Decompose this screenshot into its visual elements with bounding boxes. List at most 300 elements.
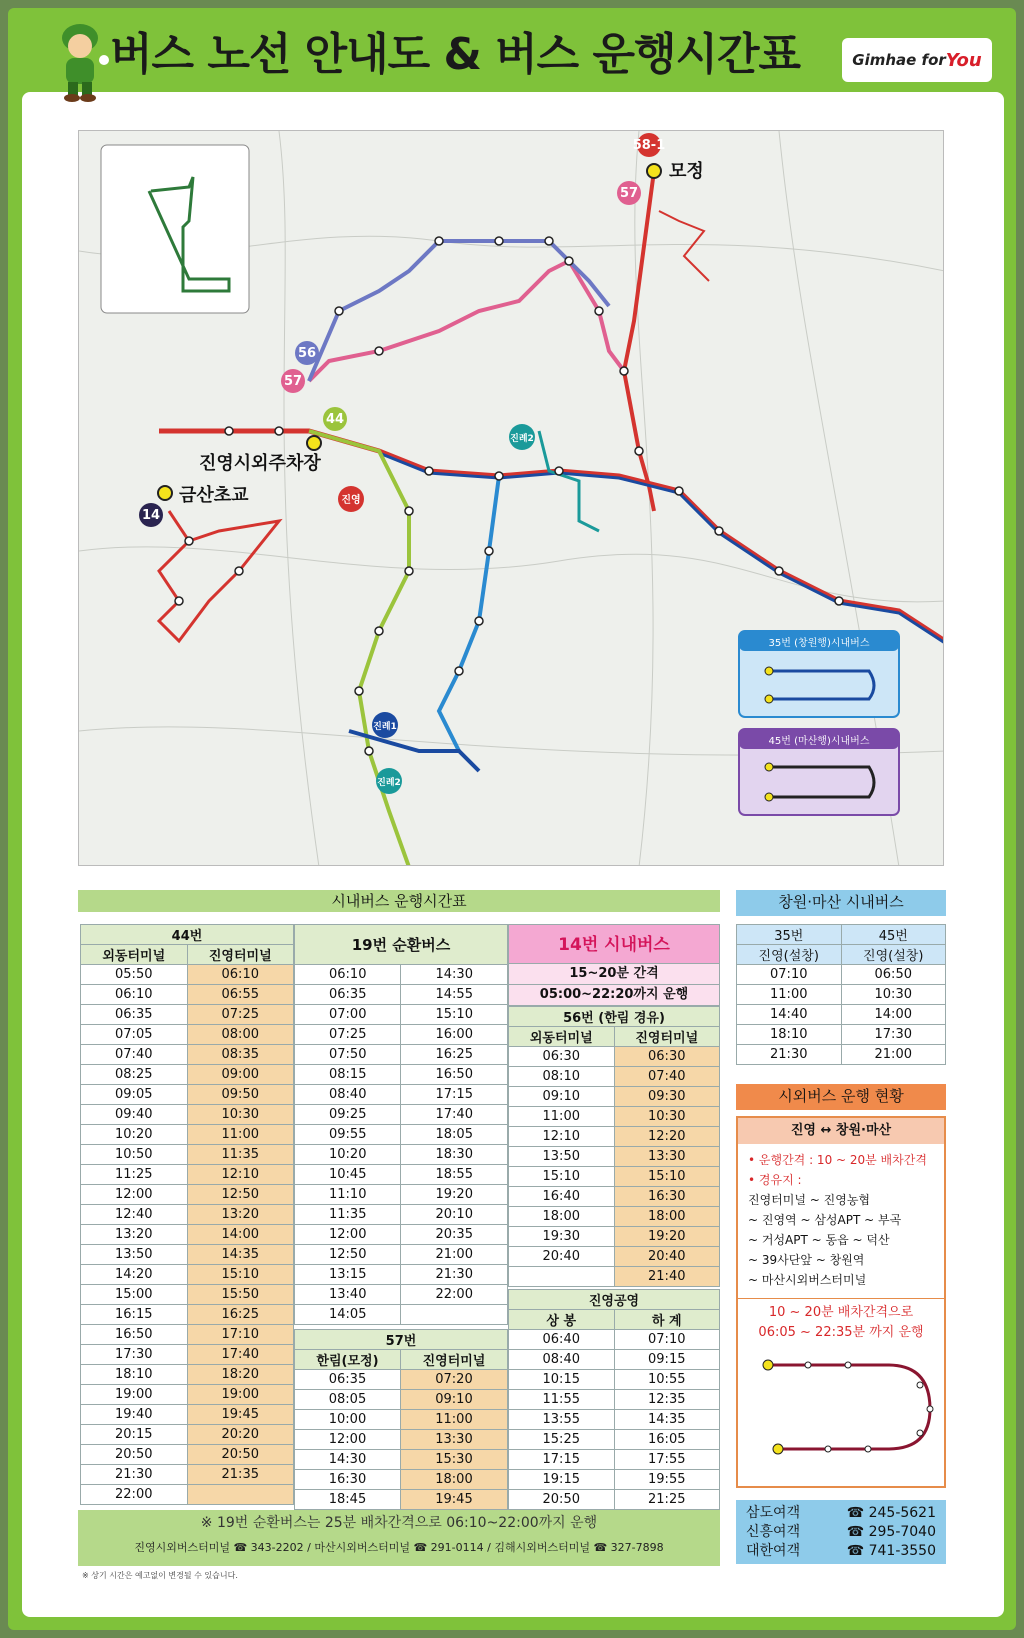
t44-row [81, 1185, 294, 1205]
t44-cell: 19:45 [187, 1405, 294, 1425]
t56-cell: 18:00 [509, 1207, 615, 1227]
t19-cell: 10:20 [295, 1145, 401, 1165]
intercity-via-3: ~ 39사단앞 ~ 창원역 [748, 1253, 865, 1267]
t44-cell: 10:20 [81, 1125, 188, 1145]
t19-body [295, 965, 508, 1325]
t44-cell: 06:10 [81, 985, 188, 1005]
t44-cell: 13:20 [81, 1225, 188, 1245]
tcm-body [737, 965, 946, 1065]
tjy-cell: 10:55 [614, 1370, 720, 1390]
t44-cell: 14:00 [187, 1225, 294, 1245]
t19-row [295, 1245, 508, 1265]
t44-row [81, 1105, 294, 1125]
t57-row [295, 1410, 508, 1430]
t44-cell: 20:20 [187, 1425, 294, 1445]
t57-title: 57번 [295, 1330, 508, 1350]
tjy-cell: 16:05 [614, 1430, 720, 1450]
intercity-op-1: 10 ~ 20분 배차간격으로 [768, 1305, 914, 1320]
t44-cell [187, 1485, 294, 1505]
t57-cell: 19:45 [400, 1490, 507, 1510]
t44-cell: 15:00 [81, 1285, 188, 1305]
t44-row [81, 1085, 294, 1105]
t19-cell: 14:30 [401, 965, 508, 985]
t19-cell: 21:00 [401, 1245, 508, 1265]
timetable-44 [80, 924, 294, 1505]
t56-row [509, 1107, 720, 1127]
tcm-cell: 18:10 [737, 1025, 842, 1045]
label-jinyeong-terminal: 진영시외주차장 [199, 453, 321, 474]
t19-cell: 08:15 [295, 1065, 401, 1085]
t44-cell: 18:20 [187, 1365, 294, 1385]
t57-cell: 16:30 [295, 1470, 401, 1490]
tcm-row [737, 965, 946, 985]
tcm-row [737, 1045, 946, 1065]
tjy-cell: 11:55 [509, 1390, 615, 1410]
t56-cell: 08:10 [509, 1067, 615, 1087]
changwon-masan-header: 창원·마산 시내버스 [736, 890, 946, 916]
t44-cell: 21:35 [187, 1465, 294, 1485]
taxi-phone-box [736, 1500, 946, 1564]
tjy-cell: 08:40 [509, 1350, 615, 1370]
t44-cell: 07:25 [187, 1005, 294, 1025]
t19-row [295, 1165, 508, 1185]
taxi-name-0: 삼도여객 [746, 1505, 801, 1521]
intercity-box [736, 1116, 946, 1488]
tjy-cell: 12:35 [614, 1390, 720, 1410]
t44-cell: 19:00 [81, 1385, 188, 1405]
t44-body [81, 965, 294, 1505]
t44-col1: 외동터미널 [81, 945, 188, 965]
t44-cell: 19:00 [187, 1385, 294, 1405]
tcm-cell: 11:00 [737, 985, 842, 1005]
t19-title: 19번 순환버스 [295, 925, 508, 965]
t56-cell: 16:30 [614, 1187, 720, 1207]
t44-row [81, 1045, 294, 1065]
badge-14-text: 14 [141, 508, 161, 523]
t56-row [509, 1267, 720, 1287]
t44-cell: 20:50 [187, 1445, 294, 1465]
t44-cell: 10:30 [187, 1105, 294, 1125]
t56-cell: 15:10 [614, 1167, 720, 1187]
t56-body [509, 1047, 720, 1287]
route-map-svg [79, 131, 944, 866]
footer-note-box [78, 1510, 720, 1566]
t19-cell: 16:50 [401, 1065, 508, 1085]
tjy-col1: 상 봉 [509, 1310, 615, 1330]
badge-jinrye2-bottom-text: 진례2 [377, 778, 401, 788]
mojeong-stop [647, 164, 661, 178]
t56-row [509, 1167, 720, 1187]
t56-cell: 07:40 [614, 1067, 720, 1087]
tjy-cell: 20:50 [509, 1490, 615, 1510]
t19-row [295, 1205, 508, 1225]
badge-57-left-text: 57 [283, 374, 303, 389]
t56-col1: 외동터미널 [509, 1027, 615, 1047]
t44-cell: 05:50 [81, 965, 188, 985]
route-57-line [309, 261, 624, 381]
t56-cell: 11:00 [509, 1107, 615, 1127]
t56-cell: 12:10 [509, 1127, 615, 1147]
t44-cell: 11:00 [187, 1125, 294, 1145]
t19-row [295, 1125, 508, 1145]
t56-row [509, 1087, 720, 1107]
tcm-col1-sub: 진영(설창) [737, 945, 842, 965]
badge-jinrye2-top-text: 진례2 [510, 434, 534, 444]
t44-row [81, 1245, 294, 1265]
t44-cell: 18:10 [81, 1365, 188, 1385]
tjy-row [509, 1450, 720, 1470]
intercity-interval: • 운행간격 : 10 ~ 20분 배차간격 [748, 1153, 927, 1167]
t56-cell [509, 1267, 615, 1287]
t56-row [509, 1127, 720, 1147]
route-14-loop [159, 511, 279, 641]
t56-cell: 20:40 [509, 1247, 615, 1267]
badge-58-1-text: 58-1 [632, 138, 666, 153]
t19-cell: 16:00 [401, 1025, 508, 1045]
t44-row [81, 1285, 294, 1305]
t56-cell: 20:40 [614, 1247, 720, 1267]
tjy-cell: 15:25 [509, 1430, 615, 1450]
taxi-name-2: 대한여객 [746, 1543, 801, 1559]
t19-cell: 09:25 [295, 1105, 401, 1125]
tcm-cell: 17:30 [841, 1025, 946, 1045]
t44-row [81, 1065, 294, 1085]
t44-row [81, 1025, 294, 1045]
t44-row [81, 1265, 294, 1285]
t19-cell: 17:40 [401, 1105, 508, 1125]
t19-cell: 07:25 [295, 1025, 401, 1045]
t19-cell: 18:30 [401, 1145, 508, 1165]
intercity-op-2: 06:05 ~ 22:35분 까지 운행 [758, 1325, 924, 1340]
tcm-cell: 21:00 [841, 1045, 946, 1065]
tjy-cell: 09:15 [614, 1350, 720, 1370]
taxi-row-0 [746, 1504, 936, 1523]
t19-cell: 17:15 [401, 1085, 508, 1105]
t19-cell: 20:35 [401, 1225, 508, 1245]
footer-note-19: ※ 19번 순환버스는 25분 배차간격으로 06:10~22:00까지 운행 [200, 1515, 598, 1531]
t44-cell: 09:05 [81, 1085, 188, 1105]
t56-cell: 06:30 [614, 1047, 720, 1067]
t19-cell: 13:15 [295, 1265, 401, 1285]
t44-cell: 16:15 [81, 1305, 188, 1325]
badge-jinrye1-text: 진례1 [373, 722, 397, 732]
logo-you: You [945, 49, 982, 71]
t44-cell: 08:35 [187, 1045, 294, 1065]
t19-row [295, 1045, 508, 1065]
legend-45-title: 45번 (마산행)시내버스 [768, 736, 870, 747]
tcm-cell: 14:00 [841, 1005, 946, 1025]
tjy-cell: 19:55 [614, 1470, 720, 1490]
t44-row [81, 1405, 294, 1425]
t19-cell: 15:10 [401, 1005, 508, 1025]
tcm-cell: 21:30 [737, 1045, 842, 1065]
tcm-col1-title: 35번 [737, 925, 842, 945]
route-57-branch [659, 211, 709, 281]
tjy-col2: 하 계 [614, 1310, 720, 1330]
t19-row [295, 1005, 508, 1025]
legend-35 [739, 631, 899, 717]
t19-cell: 07:00 [295, 1005, 401, 1025]
tcm-row [737, 985, 946, 1005]
t19-cell: 21:30 [401, 1265, 508, 1285]
t57-cell: 14:30 [295, 1450, 401, 1470]
t56-title: 56번 (한림 경유) [509, 1007, 720, 1027]
t44-row [81, 1125, 294, 1145]
t19-cell: 14:05 [295, 1305, 401, 1325]
t19-cell: 09:55 [295, 1125, 401, 1145]
t19-row [295, 1085, 508, 1105]
intercity-via-4: ~ 마산시외버스터미널 [748, 1273, 867, 1287]
timetable-changwon-masan [736, 924, 946, 1065]
t44-row [81, 1305, 294, 1325]
t44-row [81, 965, 294, 985]
t57-col1: 한림(모정) [295, 1350, 401, 1370]
t56-row [509, 1067, 720, 1087]
t44-row [81, 1005, 294, 1025]
tjy-row [509, 1350, 720, 1370]
t44-cell: 22:00 [81, 1485, 188, 1505]
t56-col2: 진영터미널 [614, 1027, 720, 1047]
route-jinrye-line [439, 476, 499, 751]
t56-cell: 19:30 [509, 1227, 615, 1247]
t19-row [295, 1065, 508, 1085]
tjy-cell: 14:35 [614, 1410, 720, 1430]
t19-cell: 18:05 [401, 1125, 508, 1145]
tjy-row [509, 1430, 720, 1450]
timetable-14-56 [508, 924, 720, 1510]
t56-row [509, 1147, 720, 1167]
t56-cell: 13:30 [614, 1147, 720, 1167]
t57-col2: 진영터미널 [400, 1350, 507, 1370]
t44-col2: 진영터미널 [187, 945, 294, 965]
t57-cell: 18:00 [400, 1470, 507, 1490]
tjy-cell: 07:10 [614, 1330, 720, 1350]
t56-cell: 15:10 [509, 1167, 615, 1187]
legend-45 [739, 729, 899, 815]
tjy-row [509, 1410, 720, 1430]
t56-cell: 19:20 [614, 1227, 720, 1247]
tjy-cell: 13:55 [509, 1410, 615, 1430]
t44-cell: 06:10 [187, 965, 294, 985]
tjy-cell: 17:55 [614, 1450, 720, 1470]
logo-text: Gimhae for [852, 51, 946, 69]
footer-phones: 진영시외버스터미널 ☎ 343-2202 / 마산시외버스터미널 ☎ 291-0114 / 김해시외버스터미널 ☎ 327-7898 [134, 1541, 664, 1554]
t56-cell: 10:30 [614, 1107, 720, 1127]
t44-cell: 07:05 [81, 1025, 188, 1045]
tjy-body [509, 1330, 720, 1510]
legend-35-title: 35번 (창원행)시내버스 [768, 638, 870, 649]
t57-row [295, 1470, 508, 1490]
intercity-route: 진영 ↔ 창원·마산 [738, 1118, 944, 1144]
t44-row [81, 1225, 294, 1245]
t44-cell: 16:50 [81, 1325, 188, 1345]
t56-cell: 06:30 [509, 1047, 615, 1067]
badge-jinyeong-text: 진영 [341, 495, 361, 506]
t19-cell: 06:10 [295, 965, 401, 985]
t57-cell: 10:00 [295, 1410, 401, 1430]
t19-row [295, 1265, 508, 1285]
t56-cell: 09:30 [614, 1087, 720, 1107]
t44-cell: 16:25 [187, 1305, 294, 1325]
tjy-title: 진영공영 [509, 1290, 720, 1310]
t44-cell: 09:50 [187, 1085, 294, 1105]
t19-row [295, 1185, 508, 1205]
tjy-cell: 21:25 [614, 1490, 720, 1510]
t19-cell: 13:40 [295, 1285, 401, 1305]
bus14-line2: 05:00~22:20까지 운행 [508, 985, 720, 1006]
t44-cell: 10:50 [81, 1145, 188, 1165]
t44-cell: 17:30 [81, 1345, 188, 1365]
t44-cell: 17:40 [187, 1345, 294, 1365]
t57-cell: 11:00 [400, 1410, 507, 1430]
t44-cell: 17:10 [187, 1325, 294, 1345]
jinyeong-terminal-stop [307, 436, 321, 450]
t44-cell: 08:00 [187, 1025, 294, 1045]
t44-cell: 06:55 [187, 985, 294, 1005]
t19-cell: 14:55 [401, 985, 508, 1005]
t44-row [81, 1165, 294, 1185]
title-bar [110, 18, 850, 90]
t56-row [509, 1187, 720, 1207]
t44-row [81, 1325, 294, 1345]
tcm-row [737, 1025, 946, 1045]
t19-row [295, 965, 508, 985]
t56-cell: 12:20 [614, 1127, 720, 1147]
tcm-row [737, 1005, 946, 1025]
t57-cell: 18:45 [295, 1490, 401, 1510]
t19-cell: 12:50 [295, 1245, 401, 1265]
t56-row [509, 1207, 720, 1227]
t19-cell: 11:10 [295, 1185, 401, 1205]
route-jinrye2-line [539, 431, 599, 531]
t44-cell: 13:50 [81, 1245, 188, 1265]
t44-row [81, 1205, 294, 1225]
city-bus-header: 시내버스 운행시간표 [78, 890, 720, 912]
t44-cell: 15:10 [187, 1265, 294, 1285]
intercity-header: 시외버스 운행 현황 [736, 1084, 946, 1110]
t44-cell: 14:35 [187, 1245, 294, 1265]
t56-row [509, 1227, 720, 1247]
t44-cell: 14:20 [81, 1265, 188, 1285]
tcm-cell: 06:50 [841, 965, 946, 985]
tjy-cell: 06:40 [509, 1330, 615, 1350]
t56-cell: 09:10 [509, 1087, 615, 1107]
t44-cell: 11:35 [187, 1145, 294, 1165]
t19-row [295, 1145, 508, 1165]
t44-cell: 11:25 [81, 1165, 188, 1185]
t19-row [295, 1105, 508, 1125]
t57-cell: 06:35 [295, 1370, 401, 1390]
t57-cell: 12:00 [295, 1430, 401, 1450]
t19-cell: 11:35 [295, 1205, 401, 1225]
t44-cell: 09:40 [81, 1105, 188, 1125]
tcm-cell: 07:10 [737, 965, 842, 985]
t44-row [81, 1445, 294, 1465]
tcm-cell: 10:30 [841, 985, 946, 1005]
t19-cell: 19:20 [401, 1185, 508, 1205]
footer-disclaimer: ※ 상기 시간은 예고없이 변경될 수 있습니다. [82, 1571, 238, 1580]
t44-row [81, 985, 294, 1005]
t44-cell: 19:40 [81, 1405, 188, 1425]
t57-cell: 13:30 [400, 1430, 507, 1450]
t44-cell: 12:50 [187, 1185, 294, 1205]
badge-44-text: 44 [325, 412, 345, 427]
t44-row [81, 1485, 294, 1505]
t57-row [295, 1450, 508, 1470]
label-mojeong: 모정 [669, 161, 704, 182]
t44-cell: 21:30 [81, 1465, 188, 1485]
t44-row [81, 1145, 294, 1165]
intercity-via-label: • 경유지 : [748, 1173, 802, 1187]
route-35-45-line [379, 453, 944, 643]
bus14-title: 14번 시내버스 [508, 924, 720, 964]
badge-56-text: 56 [297, 346, 317, 361]
timetable-19 [294, 924, 508, 1510]
t19-cell: 06:35 [295, 985, 401, 1005]
taxi-phone-1: ☎ 295-7040 [846, 1524, 936, 1540]
intercity-via-0: 진영터미널 ~ 진영농협 [748, 1193, 871, 1207]
mascot-icon [46, 16, 116, 102]
t19-cell: 07:50 [295, 1045, 401, 1065]
t44-cell: 08:25 [81, 1065, 188, 1085]
t44-title: 44번 [81, 925, 294, 945]
t19-row [295, 985, 508, 1005]
label-geumsan-school: 금산초교 [179, 485, 249, 506]
tcm-cell: 14:40 [737, 1005, 842, 1025]
t19-cell: 08:40 [295, 1085, 401, 1105]
bus14-line1: 15~20분 간격 [508, 964, 720, 985]
t44-row [81, 1365, 294, 1385]
t44-row [81, 1425, 294, 1445]
inset-map [101, 145, 249, 313]
route-map [78, 130, 944, 866]
t57-cell: 07:20 [400, 1370, 507, 1390]
geumsan-school-stop [158, 486, 172, 500]
tjy-cell: 19:15 [509, 1470, 615, 1490]
t44-cell: 12:00 [81, 1185, 188, 1205]
t44-cell: 13:20 [187, 1205, 294, 1225]
taxi-phone-0: ☎ 245-5621 [846, 1505, 936, 1521]
t44-cell: 20:15 [81, 1425, 188, 1445]
t44-cell: 12:10 [187, 1165, 294, 1185]
taxi-name-1: 신흥여객 [746, 1524, 801, 1540]
t56-row [509, 1047, 720, 1067]
intercity-via-2: ~ 거성APT ~ 동읍 ~ 덕산 [748, 1233, 890, 1247]
t44-cell: 09:00 [187, 1065, 294, 1085]
t19-row [295, 1025, 508, 1045]
taxi-row-1 [746, 1523, 936, 1542]
tcm-col2-sub: 진영(설창) [841, 945, 946, 965]
tjy-cell: 10:15 [509, 1370, 615, 1390]
t57-row [295, 1430, 508, 1450]
t19-cell [401, 1305, 508, 1325]
t19-cell: 12:00 [295, 1225, 401, 1245]
taxi-phone-2: ☎ 741-3550 [846, 1543, 936, 1559]
tcm-col2-title: 45번 [841, 925, 946, 945]
badge-57-top-text: 57 [619, 186, 639, 201]
tjy-row [509, 1330, 720, 1350]
t57-cell: 15:30 [400, 1450, 507, 1470]
t19-cell: 10:45 [295, 1165, 401, 1185]
t44-cell: 06:35 [81, 1005, 188, 1025]
tjy-row [509, 1390, 720, 1410]
t44-row [81, 1465, 294, 1485]
intercity-route-diagram [748, 1349, 938, 1461]
t57-row [295, 1390, 508, 1410]
tjy-row [509, 1490, 720, 1510]
t56-row [509, 1247, 720, 1267]
t56-cell: 18:00 [614, 1207, 720, 1227]
